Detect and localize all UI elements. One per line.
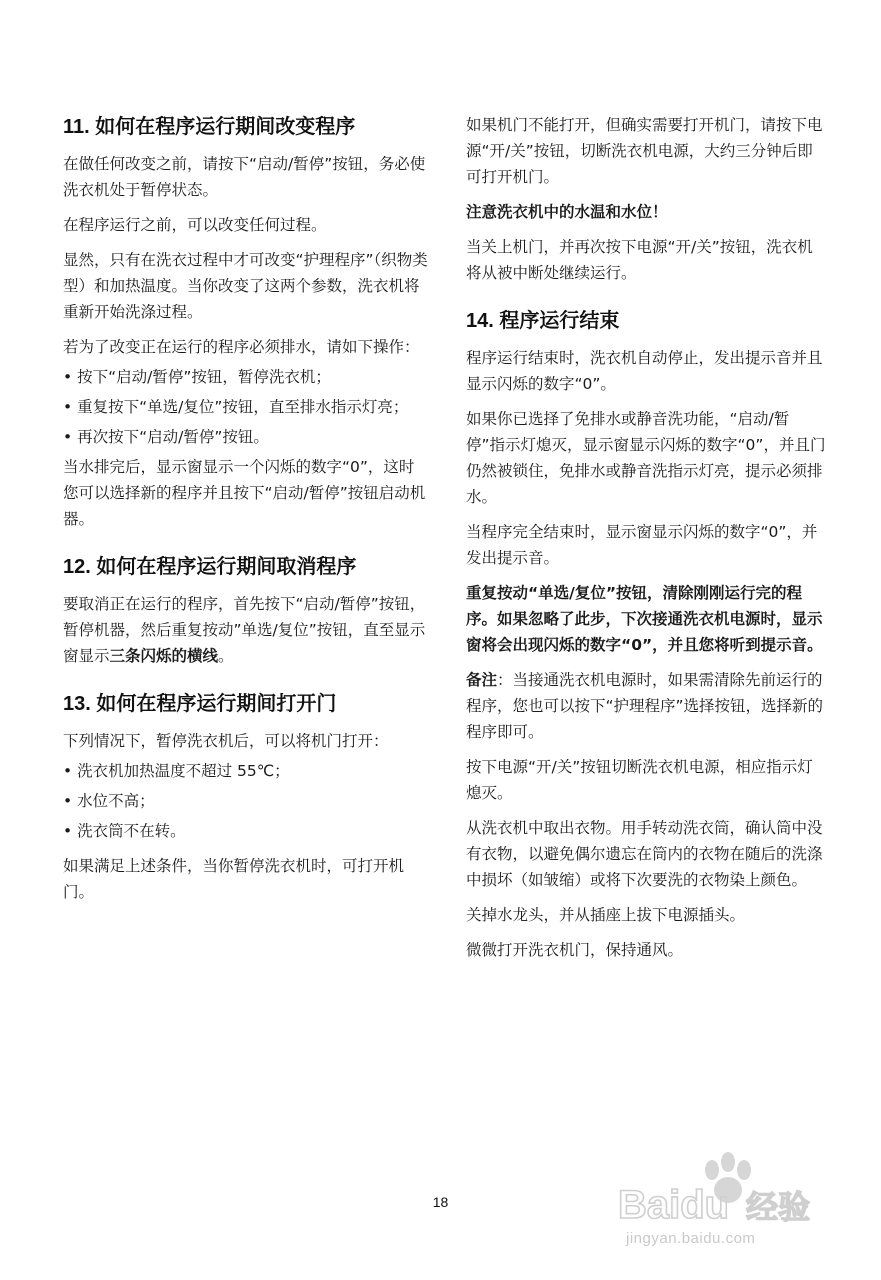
- ventilate-paragraph: 微微打开洗衣机门，保持通风。: [466, 941, 684, 959]
- s14-paragraph-3: 当程序完全结束时，显示窗显示闪烁的数字“0”，并发出提示音。: [466, 523, 818, 567]
- door-paragraph-2: 当关上机门，并再次按下电源“开/关”按钮，洗衣机将从被中断处继续运行。: [466, 238, 813, 282]
- s13-paragraph-2: 如果满足上述条件，当你暂停洗衣机时，可打开机门。: [63, 857, 405, 901]
- s13-bullet-1: • 洗衣机加热温度不超过 55℃；: [63, 762, 290, 780]
- power-off-paragraph: 按下电源“开/关”按钮切断洗衣机电源，相应指示灯熄灭。: [466, 758, 813, 802]
- s13-paragraph-1: 下列情况下，暂停洗衣机后，可以将机门打开：: [63, 732, 389, 750]
- s12-text-a: 要取消正在运行的程序，首先按下“启动/暂停”按钮，暂停机器，然后重复按动”单选/复位”按钮，直至显示窗显示: [63, 595, 426, 665]
- section-14-title: 14. 程序运行结束: [466, 310, 620, 332]
- section-11-title: 11. 如何在程序运行期间改变程序: [63, 116, 356, 138]
- s11-bullet-2: • 重复按下“单选/复位”按钮，直至排水指示灯亮；: [63, 398, 409, 416]
- s13-bullet-2: • 水位不高；: [63, 792, 155, 810]
- warning-text: 注意洗衣机中的水温和水位！: [466, 203, 668, 221]
- s11-bullet-1: • 按下“启动/暂停”按钮，暂停洗衣机；: [63, 368, 331, 386]
- s12-paragraph-1: [63, 591, 428, 669]
- door-paragraph-1: 如果机门不能打开，但确实需要打开机门，请按下电源“开/关”按钮，切断洗衣机电源，大约三分钟后即可打开机门。: [466, 116, 823, 186]
- note-text: ：当接通洗衣机电源时，如果需清除先前运行的程序，您也可以按下“护理程序”选择按钮，选择新的程序即可。: [466, 671, 824, 741]
- s11-paragraph-4: 若为了改变正在运行的程序必须排水，请如下操作：: [63, 338, 420, 356]
- s12-text-c: 。: [218, 647, 234, 665]
- s11-paragraph-5: 当水排完后，显示窗显示一个闪烁的数字“0”，这时您可以选择新的程序并且按下“启动/暂停”按钮启动机器。: [63, 458, 426, 528]
- s13-bullet-3: • 洗衣筒不在转。: [63, 822, 186, 840]
- right-column: [466, 112, 828, 972]
- s11-bullet-3: • 再次按下“启动/暂停”按钮。: [63, 428, 269, 446]
- section-13-title: 13. 如何在程序运行期间打开门: [63, 693, 337, 715]
- s12-text-bold: 三条闪烁的横线: [109, 647, 219, 665]
- svg-text:经验: 经验: [746, 1188, 811, 1226]
- s11-paragraph-2: 在程序运行之前，可以改变任何过程。: [63, 216, 327, 234]
- s14-bold-paragraph: 重复按动“单选/复位”按钮，清除刚刚运行完的程序。如果忽略了此步，下次接通洗衣机电源时，显示窗将会出现闪烁的数字“0”，并且您将听到提示音。: [466, 584, 823, 654]
- left-column: [63, 112, 428, 914]
- section-12-title: 12. 如何在程序运行期间取消程序: [63, 556, 357, 578]
- watermark-url: jingyan.baidu.com: [626, 1230, 756, 1247]
- note-paragraph: [466, 667, 828, 745]
- page-number: 18: [432, 1194, 449, 1210]
- s11-paragraph-3: 显然，只有在洗衣过程中才可改变“护理程序”（织物类型）和加热温度。当你改变了这两个参数，洗衣机将重新开始洗涤过程。: [63, 251, 428, 321]
- tap-off-paragraph: 关掉水龙头，并从插座上拔下电源插头。: [466, 906, 746, 924]
- note-label: 备注: [466, 671, 498, 689]
- s11-paragraph-1: 在做任何改变之前，请按下“启动/暂停”按钮，务必使洗衣机处于暂停状态。: [63, 155, 426, 199]
- s14-paragraph-2: 如果你已选择了免排水或静音洗功能，“启动/暂停”指示灯熄灭，显示窗显示闪烁的数字“0”，并且门仍然被锁住，免排水或静音洗指示灯亮，提示必须排水。: [466, 410, 826, 506]
- s14-paragraph-1: 程序运行结束时，洗衣机自动停止，发出提示音并且显示闪烁的数字“0”。: [466, 349, 823, 393]
- svg-text:Baidu: Baidu: [618, 1183, 730, 1227]
- remove-clothes-paragraph: 从洗衣机中取出衣物。用手转动洗衣筒，确认筒中没有衣物，以避免偶尔遗忘在筒内的衣物在随后的洗涤中损坏（如皱缩）或将下次要洗的衣物染上颜色。: [466, 819, 823, 889]
